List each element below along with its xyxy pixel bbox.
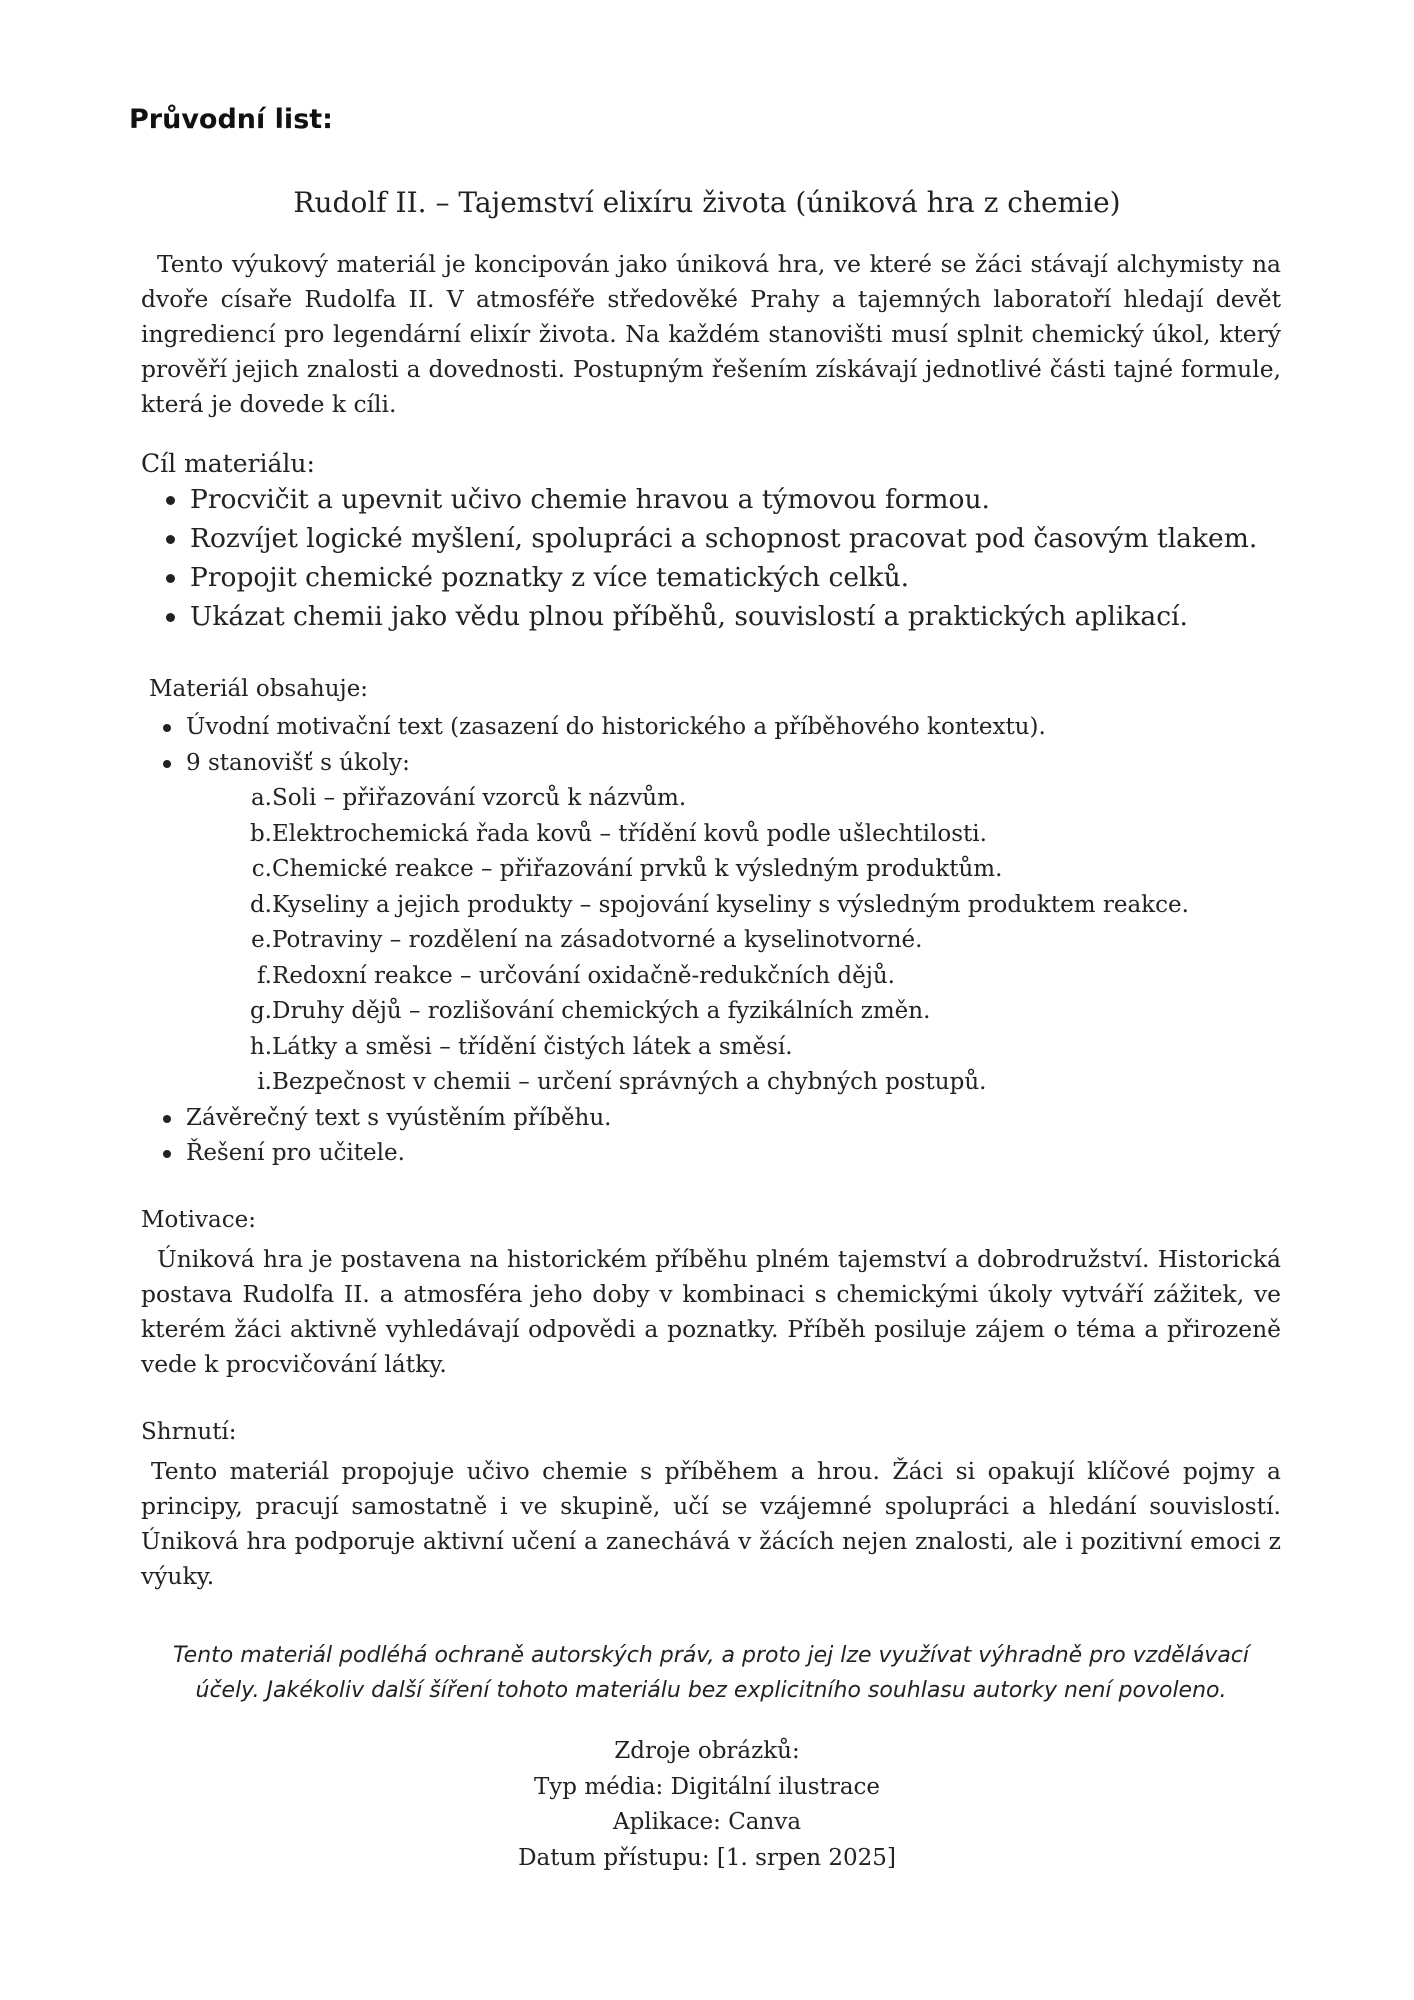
station-item xyxy=(186,781,1341,817)
contents-label: Materiál obsahuje: xyxy=(149,676,369,702)
station-item xyxy=(186,994,1341,1030)
station-item xyxy=(186,817,1341,853)
image-sources xyxy=(0,1734,1414,1876)
motivation-paragraph: Úniková hra je postavena na historickém příběhu plném tajemství a dobrodružství. Historická postava Rudolfa II. a atmosféra jeho doby v kombinaci s chemickými úkoly vytváří zážitek, ve kterém žáci aktivně vyhledávají odpovědi a poznatky. Příběh posiluje zájem o téma a přirozeně vede k procvičování látky. xyxy=(141,1245,1281,1378)
stations-list xyxy=(186,781,1341,1101)
station-text: Chemické reakce – přiřazování prvků k výsledným produktům. xyxy=(272,856,1003,882)
document-title: Rudolf II. – Tajemství elixíru života (úniková hra z chemie) xyxy=(293,186,1121,219)
goal-item: Ukázat chemii jako vědu plnou příběhů, souvislostí a praktických aplikací. xyxy=(141,597,1341,636)
summary-label: Shrnutí: xyxy=(141,1419,237,1445)
station-item xyxy=(186,1065,1341,1101)
sources-date: Datum přístupu: [1. srpen 2025] xyxy=(518,1844,896,1871)
motivation-label: Motivace: xyxy=(141,1207,256,1233)
stations-label: 9 stanovišť s úkoly: xyxy=(186,749,410,776)
station-text: Potraviny – rozdělení na zásadotvorné a kyselinotvorné. xyxy=(272,927,923,953)
station-item xyxy=(186,923,1341,959)
page-heading: Průvodní list: xyxy=(129,104,333,135)
intro-paragraph: Tento výukový materiál je koncipován jako úniková hra, ve které se žáci stávají alchymisty na dvoře císaře Rudolfa II. V atmosféře středověké Prahy a tajemných laboratoří hledají devět ingrediencí pro legendární elixír života. Na každém stanovišti musí splnit chemický úkol, který prověří jejich znalosti a dovednosti. Postupným řešením získávají jednotlivé části tajné formule, která je dovede k cíli. xyxy=(141,250,1281,418)
station-text: Redoxní reakce – určování oxidačně-redukčních dějů. xyxy=(272,962,895,989)
station-letter: a. xyxy=(250,785,272,811)
station-letter: e. xyxy=(251,927,272,953)
goals-list xyxy=(141,480,1341,636)
station-letter: h. xyxy=(249,1033,272,1060)
station-item xyxy=(186,852,1341,888)
sources-label: Zdroje obrázků: xyxy=(614,1738,800,1764)
sources-media: Typ média: Digitální ilustrace xyxy=(533,1773,881,1800)
goals-label: Cíl materiálu: xyxy=(141,449,315,478)
station-letter: g. xyxy=(249,998,272,1024)
contents-item: Řešení pro učitele. xyxy=(141,1136,1341,1172)
station-item xyxy=(186,888,1341,924)
contents-item: Úvodní motivační text (zasazení do historického a příběhového kontextu). xyxy=(141,710,1341,746)
station-text: Elektrochemická řada kovů – třídění kovů podle ušlechtilosti. xyxy=(272,820,987,847)
station-text: Látky a směsi – třídění čistých látek a směsí. xyxy=(272,1033,793,1060)
station-item xyxy=(186,959,1341,995)
contents-item: Závěrečný text s vyústěním příběhu. xyxy=(141,1101,1341,1137)
goal-item: Procvičit a upevnit učivo chemie hravou a týmovou formou. xyxy=(141,480,1341,519)
station-letter: i. xyxy=(257,1069,272,1095)
station-letter: b. xyxy=(249,820,272,847)
copyright-notice: Tento materiál podléhá ochraně autorských práv, a proto jej lze využívat výhradně pro vzdělávací účely. Jakékoliv další šíření tohoto materiálu bez explicitního souhlasu autorky není povoleno. xyxy=(172,1643,1250,1703)
sources-app: Aplikace: Canva xyxy=(612,1809,802,1835)
station-text: Kyseliny a jejich produkty – spojování kyseliny s výsledným produktem reakce. xyxy=(272,891,1189,918)
station-letter: d. xyxy=(249,891,272,918)
station-text: Soli – přiřazování vzorců k názvům. xyxy=(272,785,687,811)
station-letter: f. xyxy=(256,962,272,989)
goal-item: Propojit chemické poznatky z více tematických celků. xyxy=(141,558,1341,597)
contents-item-stations xyxy=(141,746,1341,1101)
station-letter: c. xyxy=(251,856,272,882)
station-item xyxy=(186,1030,1341,1066)
goal-item: Rozvíjet logické myšlení, spolupráci a schopnost pracovat pod časovým tlakem. xyxy=(141,519,1341,558)
station-text: Bezpečnost v chemii – určení správných a chybných postupů. xyxy=(272,1069,987,1095)
summary-paragraph: Tento materiál propojuje učivo chemie s příběhem a hrou. Žáci si opakují klíčové pojmy a principy, pracují samostatně i ve skupině, učí se vzájemné spolupráci a hledání souvislostí. Úniková hra podporuje aktivní učení a zanechává v žácích nejen znalosti, ale i pozitivní emoci z výuky. xyxy=(141,1457,1281,1590)
station-text: Druhy dějů – rozlišování chemických a fyzikálních změn. xyxy=(272,998,931,1024)
contents-list xyxy=(141,710,1341,1172)
